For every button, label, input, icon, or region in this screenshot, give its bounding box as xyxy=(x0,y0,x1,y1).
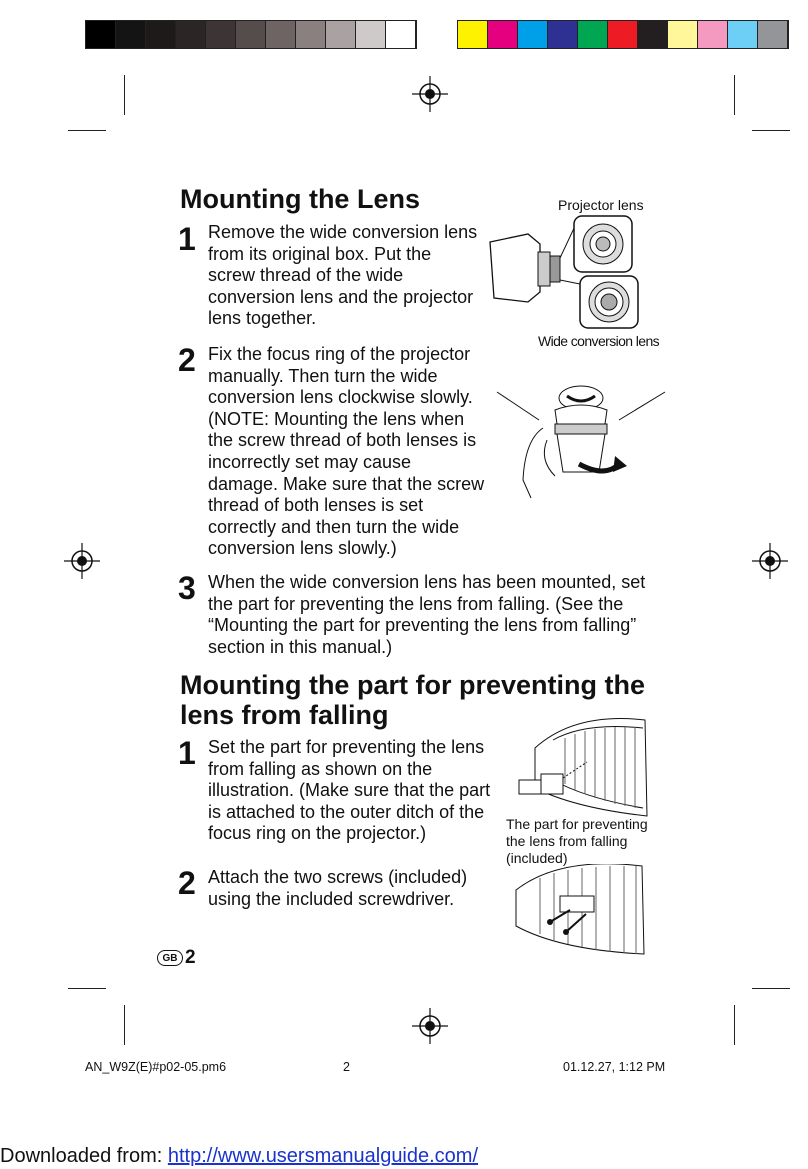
gray-swatch xyxy=(326,21,356,48)
crop-mark xyxy=(734,75,735,115)
registration-target-icon xyxy=(412,1008,448,1044)
section-title-mounting-lens: Mounting the Lens xyxy=(180,184,420,214)
grayscale-color-bar xyxy=(85,20,417,49)
color-swatch xyxy=(488,21,518,48)
step-number: 1 xyxy=(178,221,196,257)
caption-projector-lens: Projector lens xyxy=(558,197,644,213)
crop-mark xyxy=(124,1005,125,1045)
step-text: Fix the focus ring of the projector manually. Then turn the wide conversion lens clockwise slowly. (NOTE: Mounting the lens when the screw thread of both lenses is incorrectly set may cause damage. Make sure that the screw thread of both lenses is set correctly and then turn the wide conversion lens slowly.) xyxy=(208,344,485,559)
color-swatch xyxy=(698,21,728,48)
page-number: 2 xyxy=(185,947,196,968)
focus-ring-part-illustration xyxy=(505,718,650,818)
crop-mark xyxy=(68,130,106,131)
section-title-mounting-part: Mounting the part for preventing the lens from falling xyxy=(180,670,645,730)
color-swatch xyxy=(728,21,758,48)
caption-wide-conversion-lens: Wide conversion lens xyxy=(538,333,660,349)
gray-swatch xyxy=(86,21,116,48)
gray-swatch xyxy=(206,21,236,48)
lens-assembly-illustration xyxy=(488,214,668,332)
color-swatch xyxy=(608,21,638,48)
screws-attached-illustration xyxy=(510,864,645,956)
step-number: 3 xyxy=(178,570,196,606)
download-notice xyxy=(0,1145,478,1168)
hand-turning-lens-illustration xyxy=(495,380,667,500)
process-color-bar xyxy=(457,20,789,49)
registration-target-icon xyxy=(752,543,788,579)
footer-page: 2 xyxy=(343,1060,350,1074)
page-marker xyxy=(157,947,196,969)
gray-swatch xyxy=(356,21,386,48)
crop-mark xyxy=(68,988,106,989)
step-number: 2 xyxy=(178,342,196,378)
gray-swatch xyxy=(146,21,176,48)
color-swatch xyxy=(578,21,608,48)
gray-swatch xyxy=(116,21,146,48)
download-link[interactable]: http://www.usersmanualguide.com/ xyxy=(167,1145,479,1167)
language-badge: GB xyxy=(157,950,183,966)
gray-swatch xyxy=(176,21,206,48)
color-swatch xyxy=(638,21,668,48)
footer-datetime: 01.12.27, 1:12 PM xyxy=(563,1060,666,1074)
step-text: Set the part for preventing the lens from falling as shown on the illustration. (Make sure that the part is attached to the outer ditch of the focus ring on the projector.) xyxy=(208,737,491,844)
gray-swatch xyxy=(266,21,296,48)
color-swatch xyxy=(758,21,788,48)
gray-swatch xyxy=(296,21,326,48)
color-swatch xyxy=(518,21,548,48)
crop-mark xyxy=(752,988,790,989)
step-text: Remove the wide conversion lens from its original box. Put the screw thread of the wide conversion lens and the projector lens together. xyxy=(208,222,478,329)
caption-part-for-preventing: The part for preventing the lens from falling (included) xyxy=(506,816,648,866)
crop-mark xyxy=(124,75,125,115)
download-label: Downloaded from: xyxy=(0,1145,163,1167)
gray-swatch xyxy=(386,21,416,48)
color-swatch xyxy=(458,21,488,48)
registration-target-icon xyxy=(64,543,100,579)
footer-filename: AN_W9Z(E)#p02-05.pm6 xyxy=(85,1060,227,1074)
step-number: 1 xyxy=(178,735,196,771)
color-swatch xyxy=(668,21,698,48)
crop-mark xyxy=(752,130,790,131)
registration-target-icon xyxy=(412,76,448,112)
color-swatch xyxy=(548,21,578,48)
step-text: Attach the two screws (included) using the included screwdriver. xyxy=(208,867,468,909)
gray-swatch xyxy=(236,21,266,48)
step-number: 2 xyxy=(178,865,196,901)
step-text: When the wide conversion lens has been mounted, set the part for preventing the lens from falling. (See the “Mounting the part for preventing the lens from falling” section in this manual.) xyxy=(208,572,646,657)
crop-mark xyxy=(734,1005,735,1045)
